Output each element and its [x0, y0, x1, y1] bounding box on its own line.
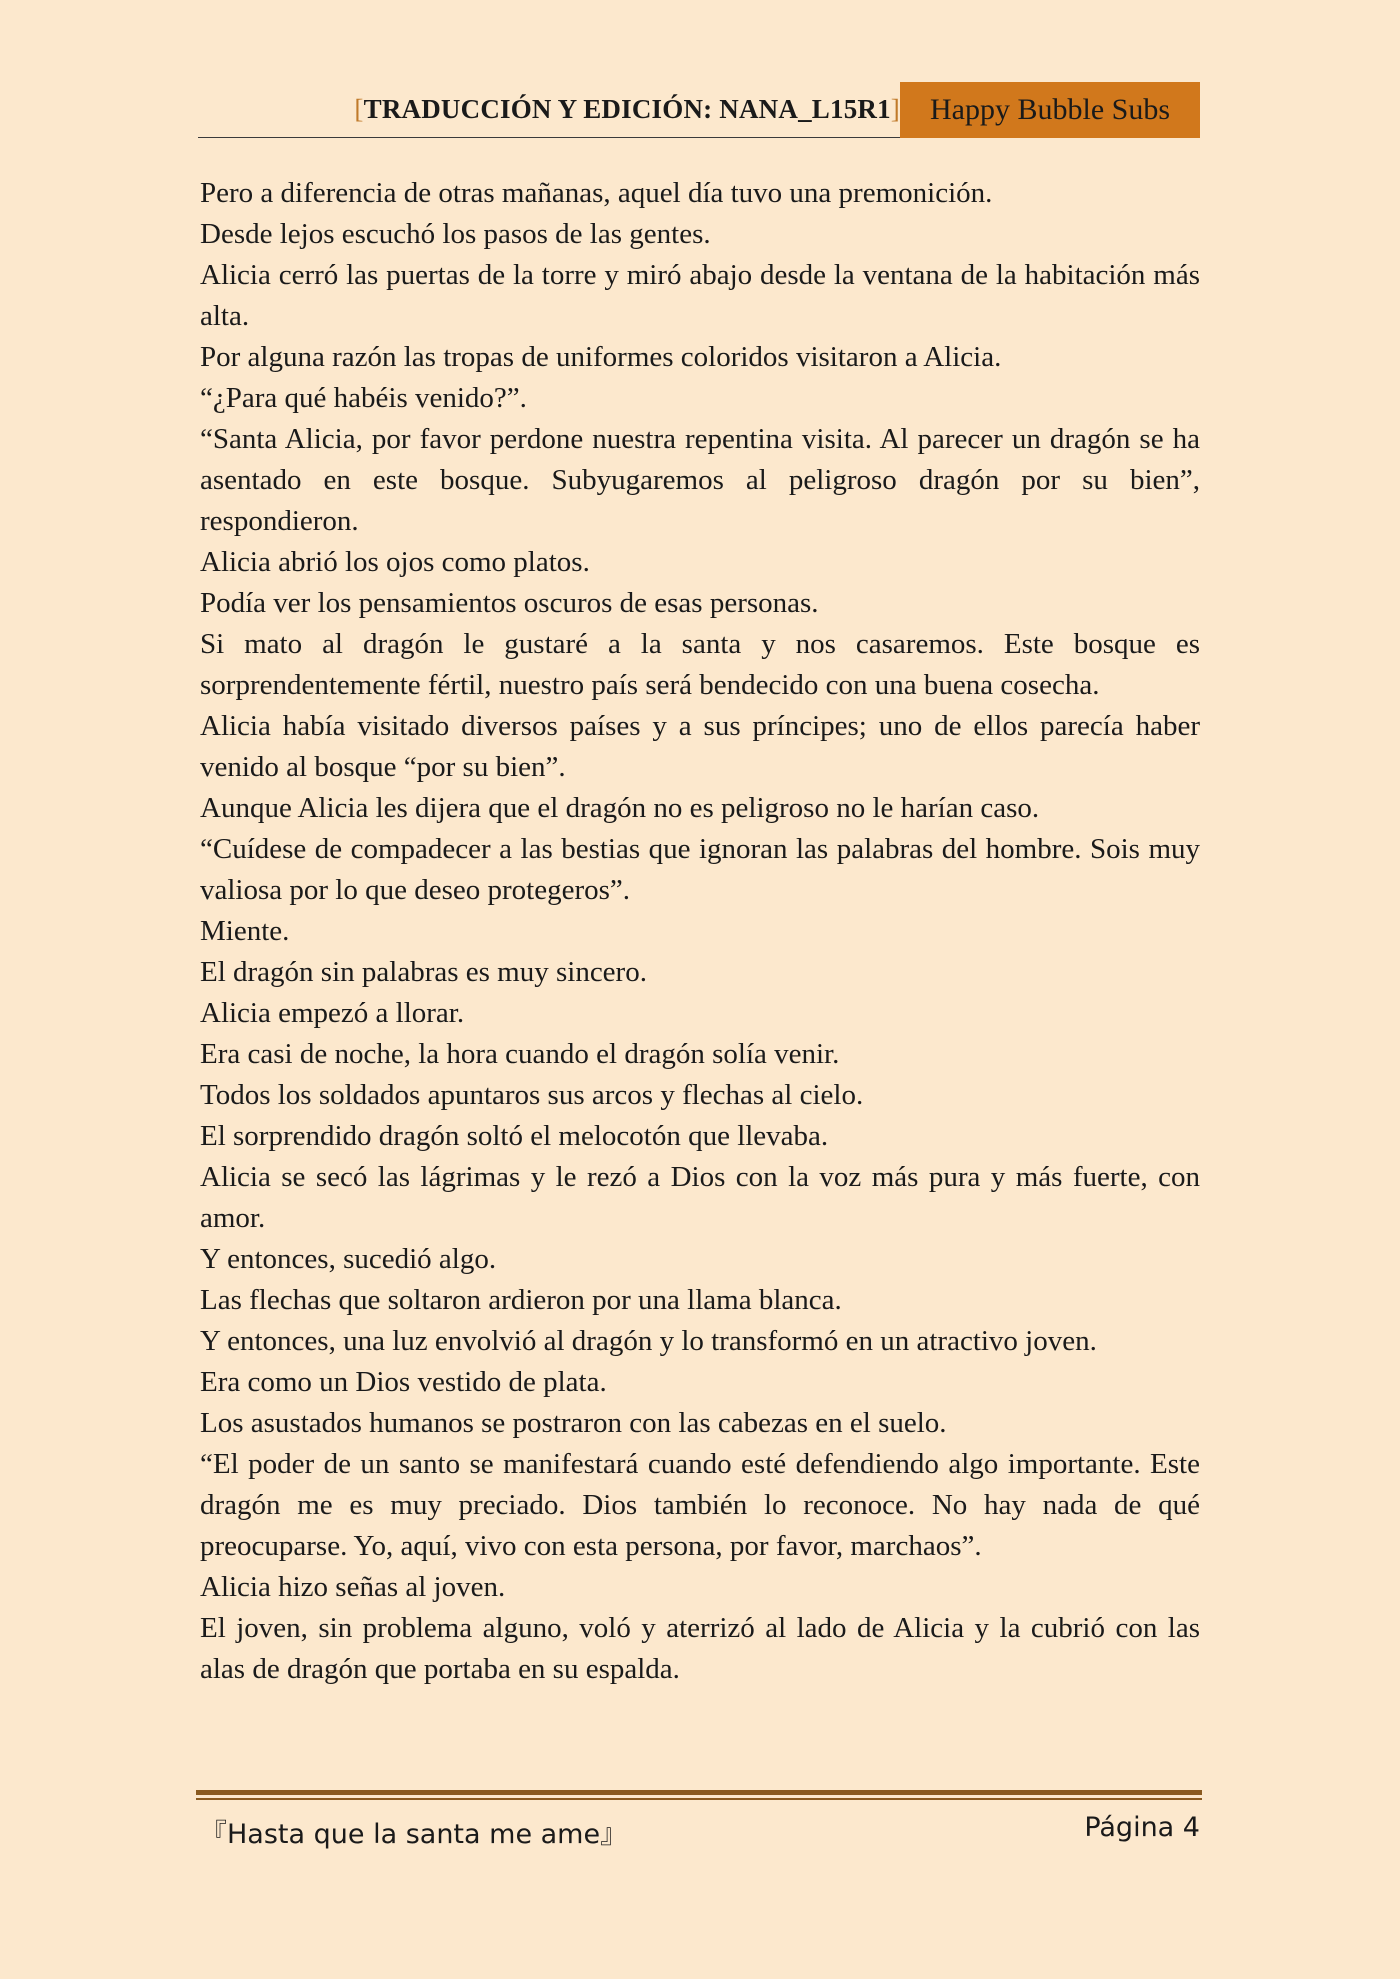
page-header — [198, 82, 1200, 138]
footer-page-number: Página 4 — [1084, 1812, 1200, 1843]
paragraph: Era como un Dios vestido de plata. — [200, 1366, 607, 1398]
paragraph: Alicia empezó a llorar. — [200, 997, 465, 1029]
paragraph: Por alguna razón las tropas de uniformes coloridos visitaron a Alicia. — [200, 341, 1002, 373]
paragraph: El sorprendido dragón soltó el melocotón que llevaba. — [200, 1120, 829, 1152]
paragraph: Era casi de noche, la hora cuando el dragón solía venir. — [200, 1038, 840, 1070]
paragraph: Aunque Alicia les dijera que el dragón no es peligroso no le harían caso. — [200, 792, 1040, 824]
footer-rule-thick — [196, 1790, 1202, 1795]
paragraph: Alicia hizo señas al joven. — [200, 1571, 506, 1603]
header-title: TRADUCCIÓN Y EDICIÓN: NANA_L15R1 — [363, 94, 891, 124]
header-bracket-close: ] — [890, 94, 900, 124]
paragraph: Los asustados humanos se postraron con las cabezas en el suelo. — [200, 1407, 947, 1439]
header-group-badge: Happy Bubble Subs — [900, 82, 1200, 138]
paragraph: Todos los soldados apuntaros sus arcos y flechas al cielo. — [200, 1079, 864, 1111]
footer-rule-thin — [196, 1798, 1202, 1800]
paragraph: Miente. — [200, 915, 290, 947]
paragraph: Pero a diferencia de otras mañanas, aquel día tuvo una premonición. — [200, 177, 993, 209]
paragraph: El dragón sin palabras es muy sincero. — [200, 956, 647, 988]
body-text — [200, 173, 1200, 1690]
paragraph: El joven, sin problema alguno, voló y aterrizó al lado de Alicia y la cubrió con las alas de dragón que portaba en su espalda. — [200, 1612, 1200, 1685]
paragraph: “Santa Alicia, por favor perdone nuestra repentina visita. Al parecer un dragón se ha asentado en este bosque. Subyugaremos al peligroso dragón por su bien”, respondieron. — [200, 423, 1200, 537]
paragraph: Desde lejos escuchó los pasos de las gentes. — [200, 218, 711, 250]
paragraph: Alicia cerró las puertas de la torre y miró abajo desde la ventana de la habitación más alta. — [200, 259, 1200, 332]
paragraph: Si mato al dragón le gustaré a la santa y nos casaremos. Este bosque es sorprendentemente fértil, nuestro país será bendecido con una buena cosecha. — [200, 628, 1200, 701]
paragraph: “Cuídese de compadecer a las bestias que ignoran las palabras del hombre. Sois muy valiosa por lo que deseo protegeros”. — [200, 833, 1200, 906]
paragraph: Y entonces, sucedió algo. — [200, 1243, 497, 1275]
paragraph: Las flechas que soltaron ardieron por una llama blanca. — [200, 1284, 842, 1316]
paragraph: “¿Para qué habéis venido?”. — [200, 382, 527, 414]
paragraph: Alicia abrió los ojos como platos. — [200, 546, 590, 578]
paragraph: “El poder de un santo se manifestará cuando esté defendiendo algo importante. Este dragón me es muy preciado. Dios también lo reconoce. No hay nada de qué preocuparse. Yo, aquí, vivo con esta persona, por favor, marchaos”. — [200, 1448, 1200, 1562]
paragraph: Alicia se secó las lágrimas y le rezó a Dios con la voz más pura y más fuerte, con amor. — [200, 1161, 1200, 1234]
paragraph: Podía ver los pensamientos oscuros de esas personas. — [200, 587, 819, 619]
paragraph: Alicia había visitado diversos países y a sus príncipes; uno de ellos parecía haber venido al bosque “por su bien”. — [200, 710, 1200, 783]
header-bracket-open: [ — [354, 94, 364, 124]
paragraph: Y entonces, una luz envolvió al dragón y lo transformó en un atractivo joven. — [200, 1325, 1097, 1357]
header-credits — [354, 94, 900, 125]
header-divider — [198, 137, 900, 138]
footer-book-title: 『Hasta que la santa me ame』 — [200, 1819, 628, 1850]
